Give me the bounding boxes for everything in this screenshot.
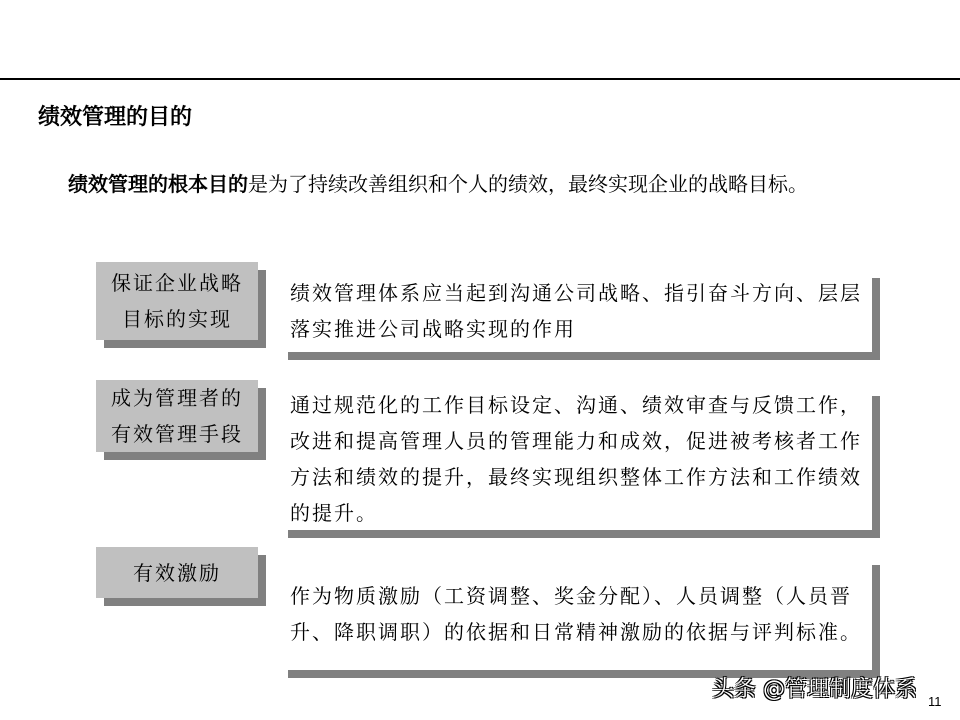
intro-text: [68, 165, 908, 203]
desc-text: 通过规范化的工作目标设定、沟通、绩效审查与反馈工作，改进和提高管理人员的管理能力和成效，促进被考核者工作方法和绩效的提升，最终实现组织整体工作方法和工作绩效的提升。: [290, 393, 862, 525]
label-box-2: [96, 380, 258, 452]
desc-text: 作为物质激励（工资调整、奖金分配）、人员调整（人员晋升、降职调职）的依据和日常精神激励的依据与评判标准。: [290, 583, 862, 644]
desc-text: 绩效管理体系应当起到沟通公司战略、指引奋斗方向、层层落实推进公司战略实现的作用: [290, 281, 862, 341]
label-text: 成为管理者的有效管理手段: [111, 386, 243, 446]
intro-bold: 绩效管理的根本目的: [68, 172, 248, 196]
watermark: 头条 @管理制度体系: [712, 677, 917, 702]
page-number: 11: [928, 694, 942, 709]
desc-box-2: [280, 388, 872, 530]
top-rule: [0, 78, 960, 80]
label-text: 保证企业战略目标的实现: [111, 271, 243, 331]
desc-box-3: [280, 557, 872, 670]
label-box-3: [96, 547, 258, 598]
page-title: 绩效管理的目的: [38, 104, 193, 130]
label-text: 有效激励: [133, 560, 221, 585]
label-box-1: [96, 262, 258, 340]
intro-rest: 是为了持续改善组织和个人的绩效，最终实现企业的战略目标。: [248, 172, 808, 196]
desc-box-1: [280, 270, 872, 352]
